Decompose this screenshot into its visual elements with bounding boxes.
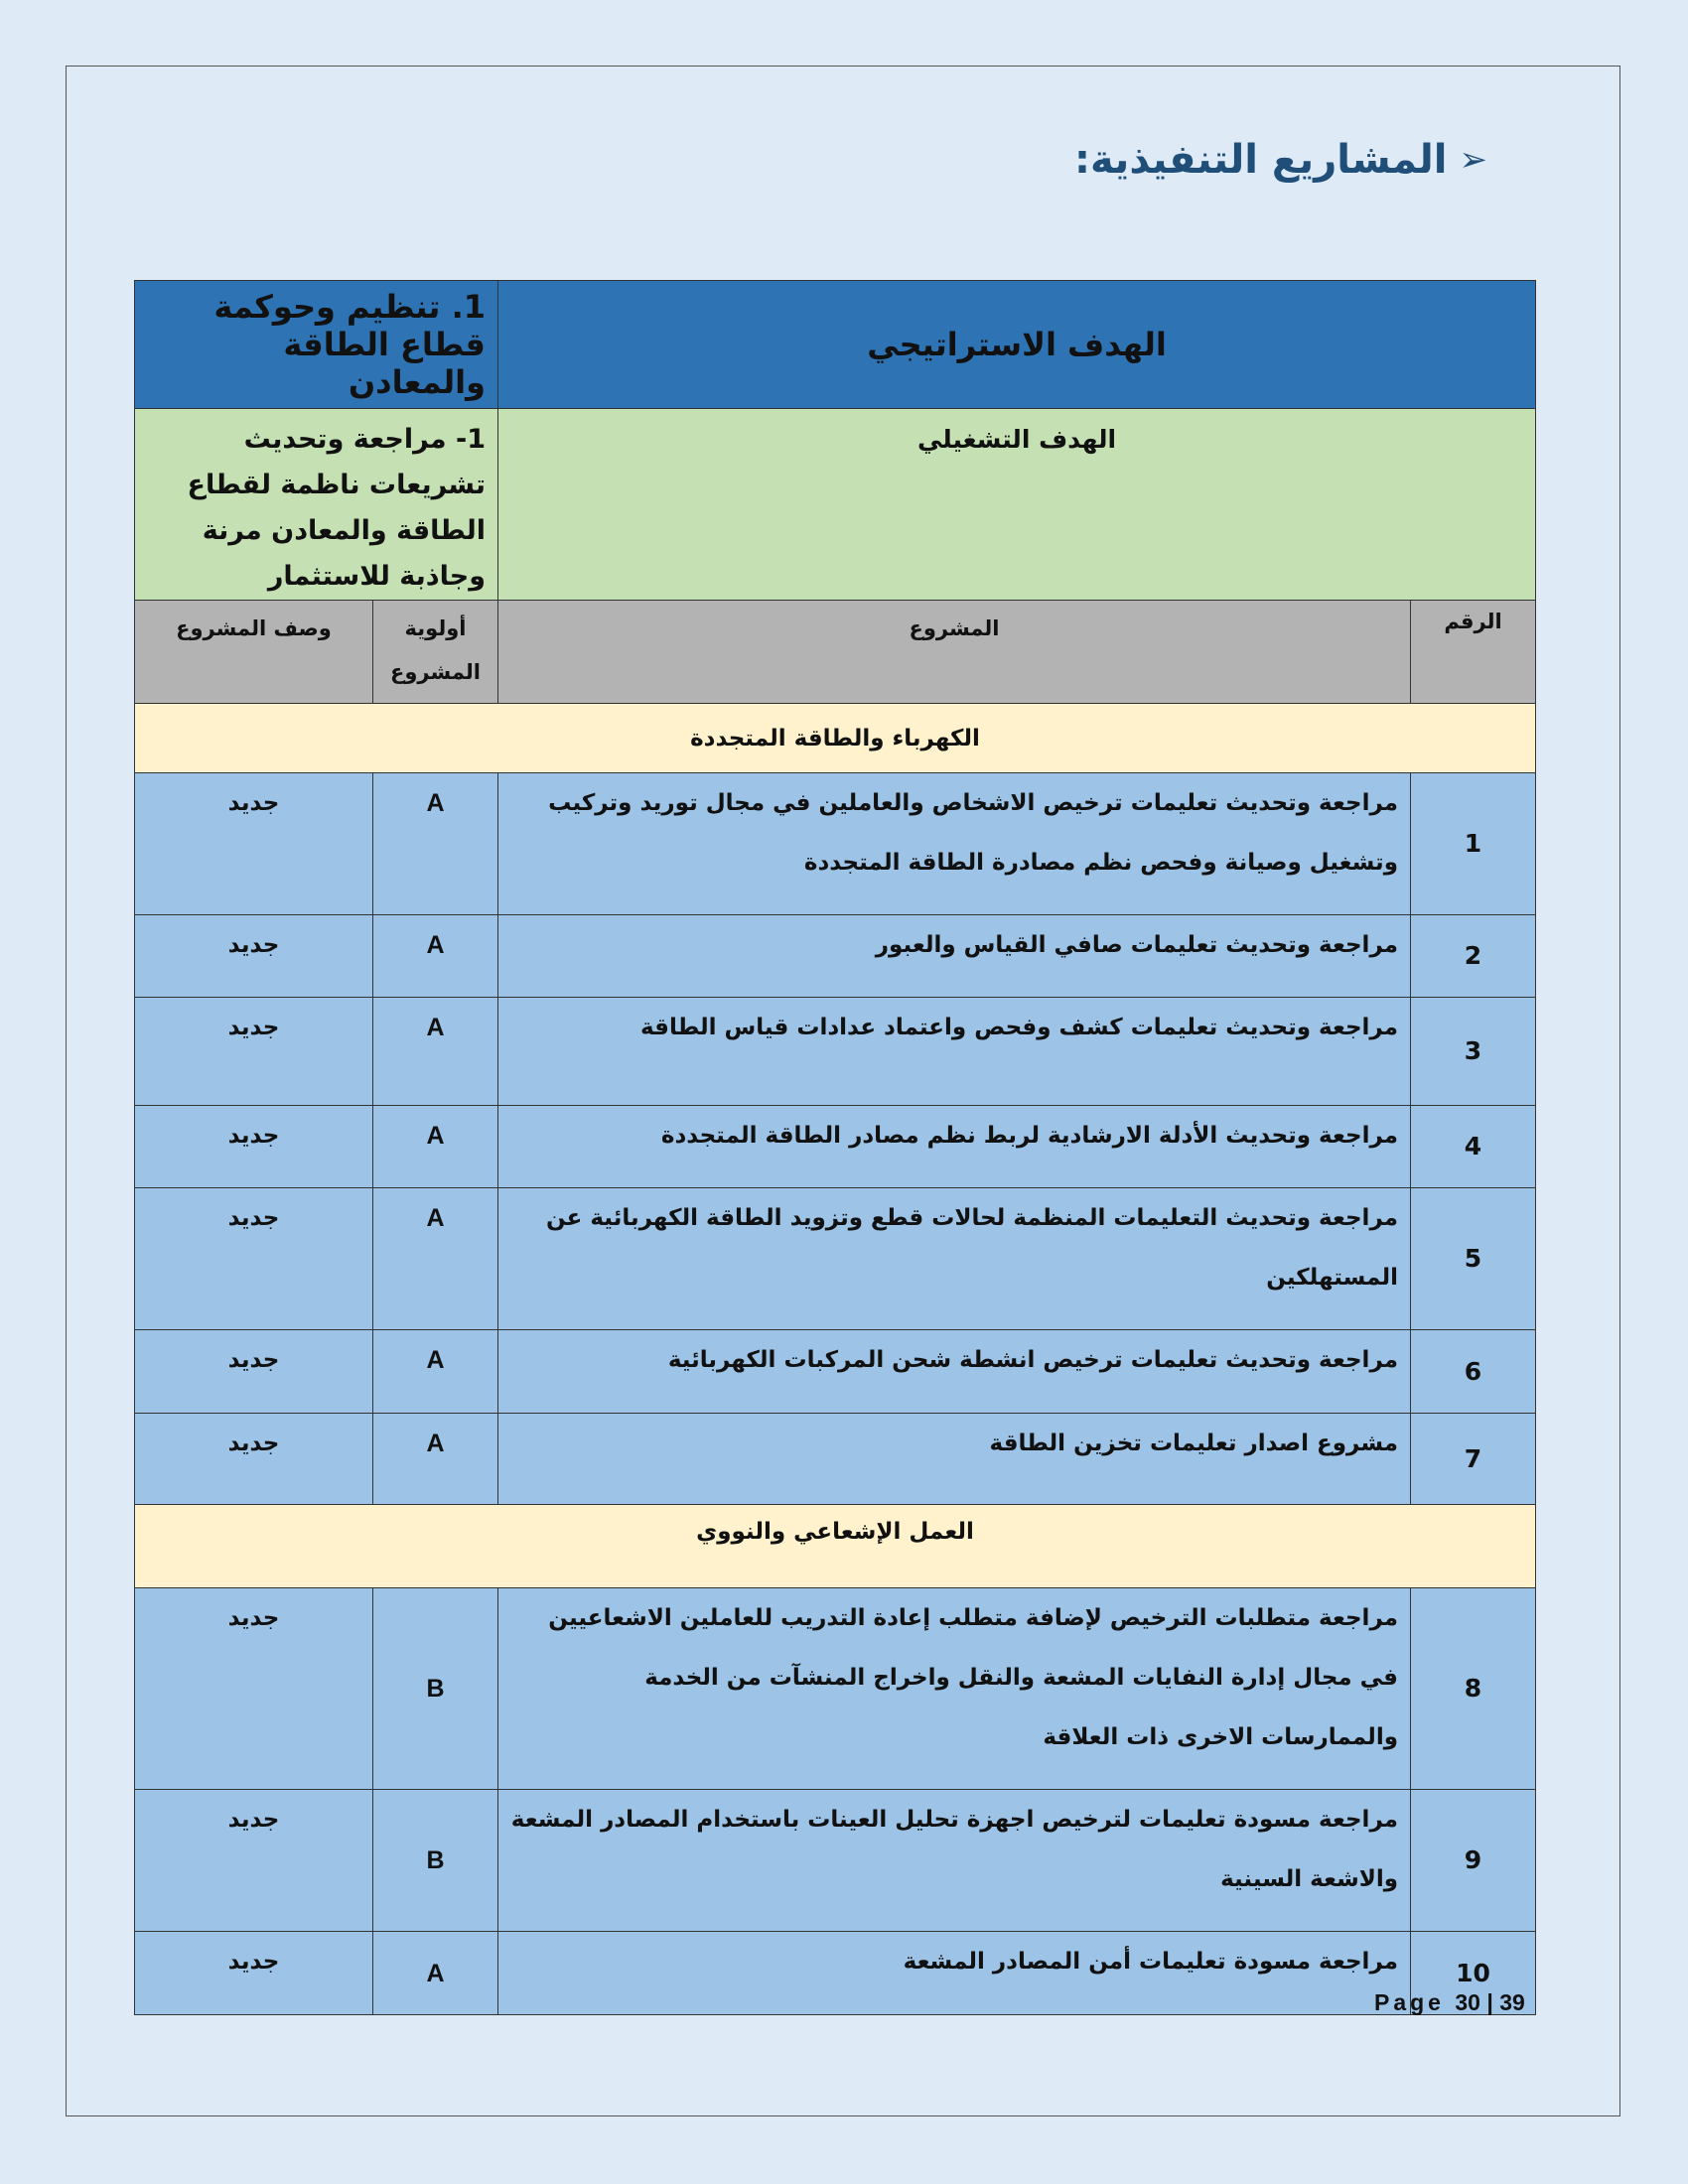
row-description: جديد <box>135 1106 373 1188</box>
row-description: جديد <box>135 998 373 1106</box>
section-title-cell: العمل الإشعاعي والنووي <box>135 1505 1536 1588</box>
header-number: الرقم <box>1411 601 1536 704</box>
table-row <box>135 1932 1536 2015</box>
section-header-row <box>135 1505 1536 1588</box>
row-project: مراجعة مسودة تعليمات لترخيص اجهزة تحليل العينات باستخدام المصادر المشعة والاشعة السينية <box>498 1790 1411 1932</box>
page-label: Page <box>1374 1989 1445 2015</box>
section-header-row <box>135 704 1536 773</box>
row-project: مراجعة وتحديث الأدلة الارشادية لربط نظم مصادر الطاقة المتجددة <box>498 1106 1411 1188</box>
operational-goal-row <box>135 409 1536 601</box>
row-priority: B <box>373 1790 498 1932</box>
row-project: مراجعة متطلبات الترخيص لإضافة متطلب إعادة التدريب للعاملين الاشعاعيين في مجال إدارة النفايات المشعة والنقل واخراج المنشآت من الخدمة والممارسات الاخرى ذات العلاقة <box>498 1588 1411 1790</box>
section-title-cell: الكهرباء والطاقة المتجددة <box>135 704 1536 773</box>
section-title-text: المشاريع التنفيذية: <box>1074 137 1448 183</box>
table-row <box>135 915 1536 998</box>
row-number: 10 <box>1411 1932 1536 2015</box>
strategic-goal-row <box>135 281 1536 409</box>
row-priority: A <box>373 1330 498 1414</box>
table-row <box>135 1414 1536 1505</box>
section-title <box>1074 137 1487 183</box>
header-project: المشروع <box>498 601 1411 704</box>
page-total: 39 <box>1499 1989 1525 2015</box>
row-number: 6 <box>1411 1330 1536 1414</box>
row-project: مشروع اصدار تعليمات تخزين الطاقة <box>498 1414 1411 1505</box>
row-priority: A <box>373 998 498 1106</box>
operational-goal-value: 1- مراجعة وتحديث تشريعات ناظمة لقطاع الطاقة والمعادن مرنة وجاذبة للاستثمار <box>135 409 498 601</box>
strategic-goal-value: 1. تنظيم وحوكمة قطاع الطاقة والمعادن <box>135 281 498 409</box>
table-row <box>135 773 1536 915</box>
table-row <box>135 1790 1536 1932</box>
row-priority: B <box>373 1588 498 1790</box>
table-header-row <box>135 601 1536 704</box>
projects-table <box>134 280 1536 2015</box>
row-project: مراجعة وتحديث تعليمات ترخيص انشطة شحن المركبات الكهربائية <box>498 1330 1411 1414</box>
row-description: جديد <box>135 915 373 998</box>
row-number: 9 <box>1411 1790 1536 1932</box>
row-priority: A <box>373 915 498 998</box>
table-row <box>135 1106 1536 1188</box>
row-number: 5 <box>1411 1188 1536 1330</box>
row-project: مراجعة مسودة تعليمات أمن المصادر المشعة <box>498 1932 1411 2015</box>
table-row <box>135 1588 1536 1790</box>
page-current: 30 <box>1455 1989 1480 2015</box>
row-priority: A <box>373 1414 498 1505</box>
row-number: 2 <box>1411 915 1536 998</box>
row-project: مراجعة وتحديث التعليمات المنظمة لحالات قطع وتزويد الطاقة الكهربائية عن المستهلكين <box>498 1188 1411 1330</box>
row-priority: A <box>373 773 498 915</box>
row-description: جديد <box>135 1188 373 1330</box>
row-project: مراجعة وتحديث تعليمات ترخيص الاشخاص والعاملين في مجال توريد وتركيب وتشغيل وصيانة وفحص نظم مصادرة الطاقة المتجددة <box>498 773 1411 915</box>
row-priority: A <box>373 1188 498 1330</box>
table-row <box>135 1330 1536 1414</box>
page-footer: Page 30 | 39 <box>1374 1989 1525 2015</box>
table-row <box>135 998 1536 1106</box>
row-priority: A <box>373 1106 498 1188</box>
row-number: 8 <box>1411 1588 1536 1790</box>
operational-goal-label: الهدف التشغيلي <box>498 409 1536 601</box>
row-project: مراجعة وتحديث تعليمات صافي القياس والعبور <box>498 915 1411 998</box>
table-row <box>135 1188 1536 1330</box>
row-description: جديد <box>135 773 373 915</box>
row-description: جديد <box>135 1330 373 1414</box>
header-description: وصف المشروع <box>135 601 373 704</box>
row-number: 1 <box>1411 773 1536 915</box>
strategic-goal-label: الهدف الاستراتيجي <box>498 281 1536 409</box>
row-number: 4 <box>1411 1106 1536 1188</box>
row-number: 7 <box>1411 1414 1536 1505</box>
row-description: جديد <box>135 1790 373 1932</box>
row-project: مراجعة وتحديث تعليمات كشف وفحص واعتماد عدادات قياس الطاقة <box>498 998 1411 1106</box>
arrow-bullet-icon: ➢ <box>1459 140 1487 180</box>
header-priority: أولوية المشروع <box>373 601 498 704</box>
row-description: جديد <box>135 1588 373 1790</box>
row-description: جديد <box>135 1414 373 1505</box>
row-number: 3 <box>1411 998 1536 1106</box>
row-description: جديد <box>135 1932 373 2015</box>
row-priority: A <box>373 1932 498 2015</box>
